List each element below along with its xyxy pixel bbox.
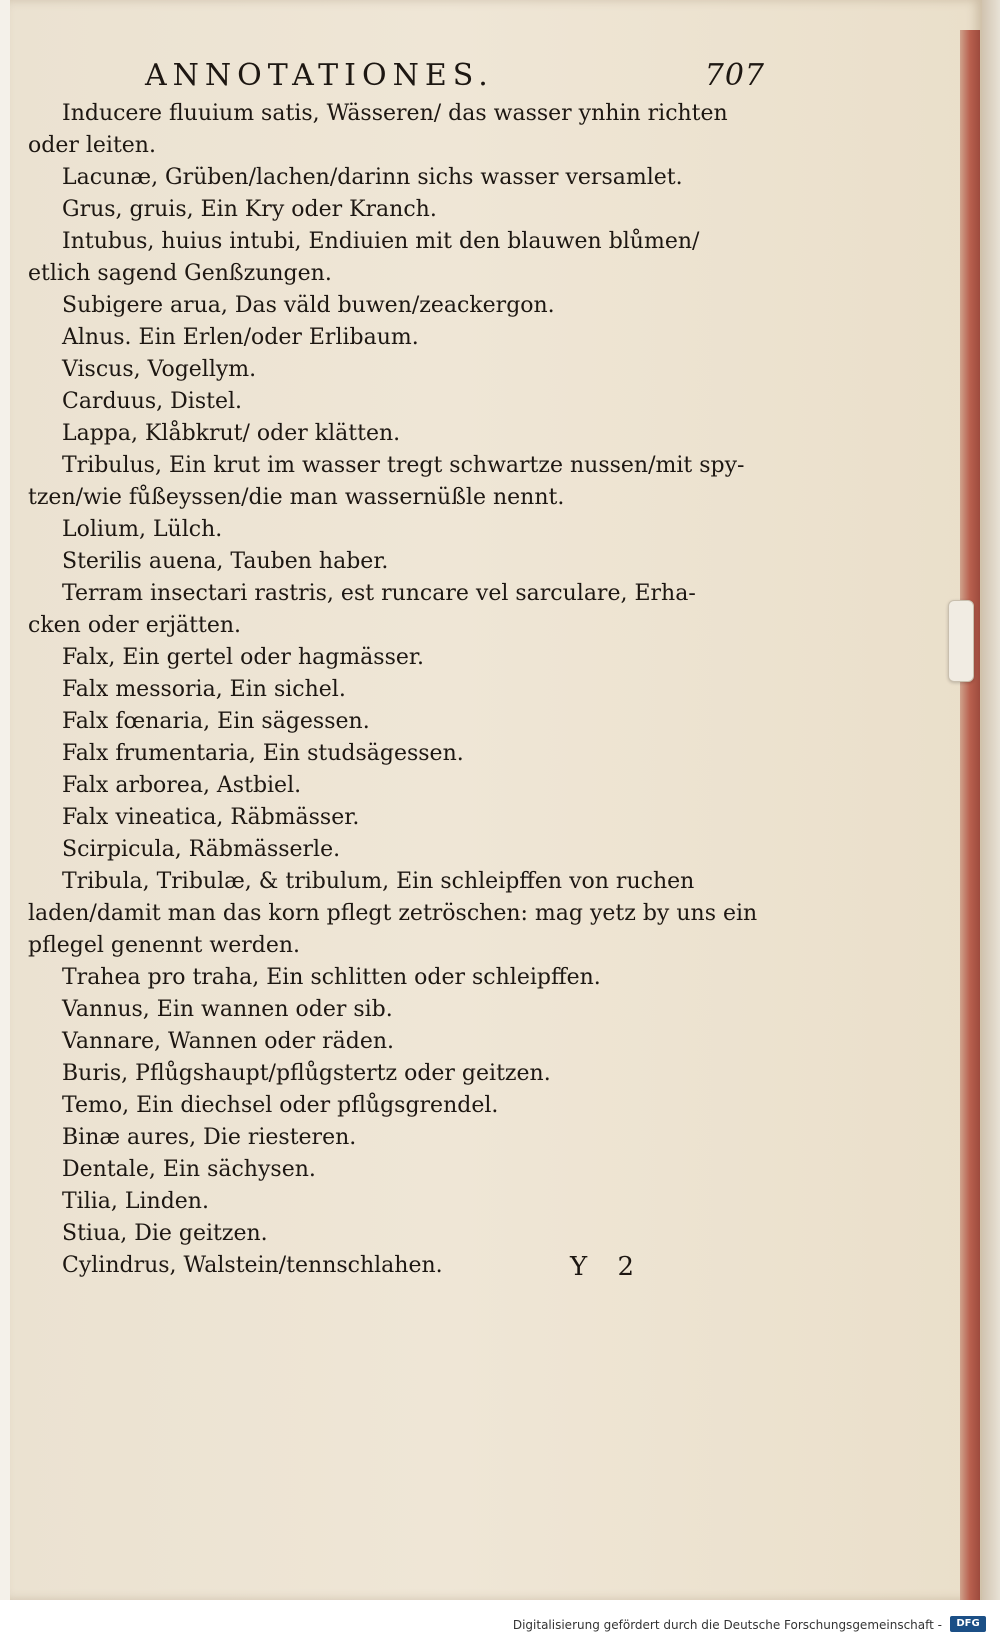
text-line: Cylindrus, Walstein/tennschlahen. (62, 1253, 443, 1278)
text-line: Falx, Ein gertel oder hagmässer. (62, 645, 424, 670)
text-line: Sterilis auena, Tauben haber. (62, 549, 389, 574)
text-line: Stiua, Die geitzen. (62, 1221, 268, 1246)
text-line: Falx arborea, Astbiel. (62, 773, 302, 798)
text-line: Buris, Pflůgshaupt/pflůgstertz oder geitzen. (62, 1061, 551, 1086)
page-edge-binding (960, 30, 980, 1600)
text-line: Inducere fluuium satis, Wässeren/ das wasser ynhin richten (62, 101, 728, 126)
text-line: tzen/wie fůßeyssen/die man wassernüßle nennt. (28, 485, 565, 510)
signature-mark (570, 1252, 656, 1282)
text-line: etlich sagend Genßzungen. (28, 261, 332, 286)
text-line: Lappa, Klåbkrut/ oder klätten. (62, 421, 401, 446)
text-block (28, 98, 788, 1282)
dfg-logo: DFG (950, 1616, 986, 1632)
text-line: Dentale, Ein sächysen. (62, 1157, 316, 1182)
text-line: Lolium, Lülch. (62, 517, 223, 542)
text-line: pflegel genennt werden. (28, 933, 301, 958)
text-line: Terram insectari rastris, est runcare vel sarculare, Erha- (62, 581, 696, 606)
page-header (145, 58, 765, 98)
signature-number: 2 (617, 1252, 634, 1282)
text-line: Falx fœnaria, Ein sägessen. (62, 709, 370, 734)
page-number: 707 (704, 58, 765, 93)
text-line: Temo, Ein diechsel oder pflůgsgrendel. (62, 1093, 499, 1118)
footer-bar (0, 1600, 1000, 1646)
text-line: Binæ aures, Die riesteren. (62, 1125, 357, 1150)
text-line: Trahea pro traha, Ein schlitten oder schleipffen. (62, 965, 601, 990)
text-line: Intubus, huius intubi, Endiuien mit den blauwen blůmen/ (62, 229, 700, 254)
text-line: Lacunæ, Grüben/lachen/darinn sichs wasser versamlet. (62, 165, 683, 190)
page-tab-marker (948, 600, 974, 682)
text-line: Tribula, Tribulæ, & tribulum, Ein schleipffen von ruchen (62, 869, 695, 894)
text-line: Viscus, Vogellym. (62, 357, 257, 382)
text-line: cken oder erjätten. (28, 613, 242, 638)
running-title: ANNOTATIONES. (145, 58, 494, 93)
text-line: Grus, gruis, Ein Kry oder Kranch. (62, 197, 437, 222)
text-line: Subigere arua, Das väld buwen/zeackergon. (62, 293, 555, 318)
funding-credit: Digitalisierung gefördert durch die Deutsche Forschungsgemeinschaft - (512, 1618, 942, 1632)
text-line: Vannus, Ein wannen oder sib. (62, 997, 393, 1022)
text-line: oder leiten. (28, 133, 156, 158)
signature-letter: Y (570, 1252, 588, 1282)
text-line: Falx vineatica, Räbmässer. (62, 805, 360, 830)
text-line: Scirpicula, Räbmässerle. (62, 837, 341, 862)
text-line: Tilia, Linden. (62, 1189, 209, 1214)
text-line: Vannare, Wannen oder räden. (62, 1029, 395, 1054)
text-line: Falx frumentaria, Ein studsägessen. (62, 741, 464, 766)
text-line: Tribulus, Ein krut im wasser tregt schwartze nussen/mit spy- (62, 453, 745, 478)
text-line: laden/damit man das korn pflegt zetröschen: mag yetz by uns ein (28, 901, 758, 926)
text-line: Carduus, Distel. (62, 389, 243, 414)
text-line: Alnus. Ein Erlen/oder Erlibaum. (62, 325, 419, 350)
text-line: Falx messoria, Ein sichel. (62, 677, 346, 702)
